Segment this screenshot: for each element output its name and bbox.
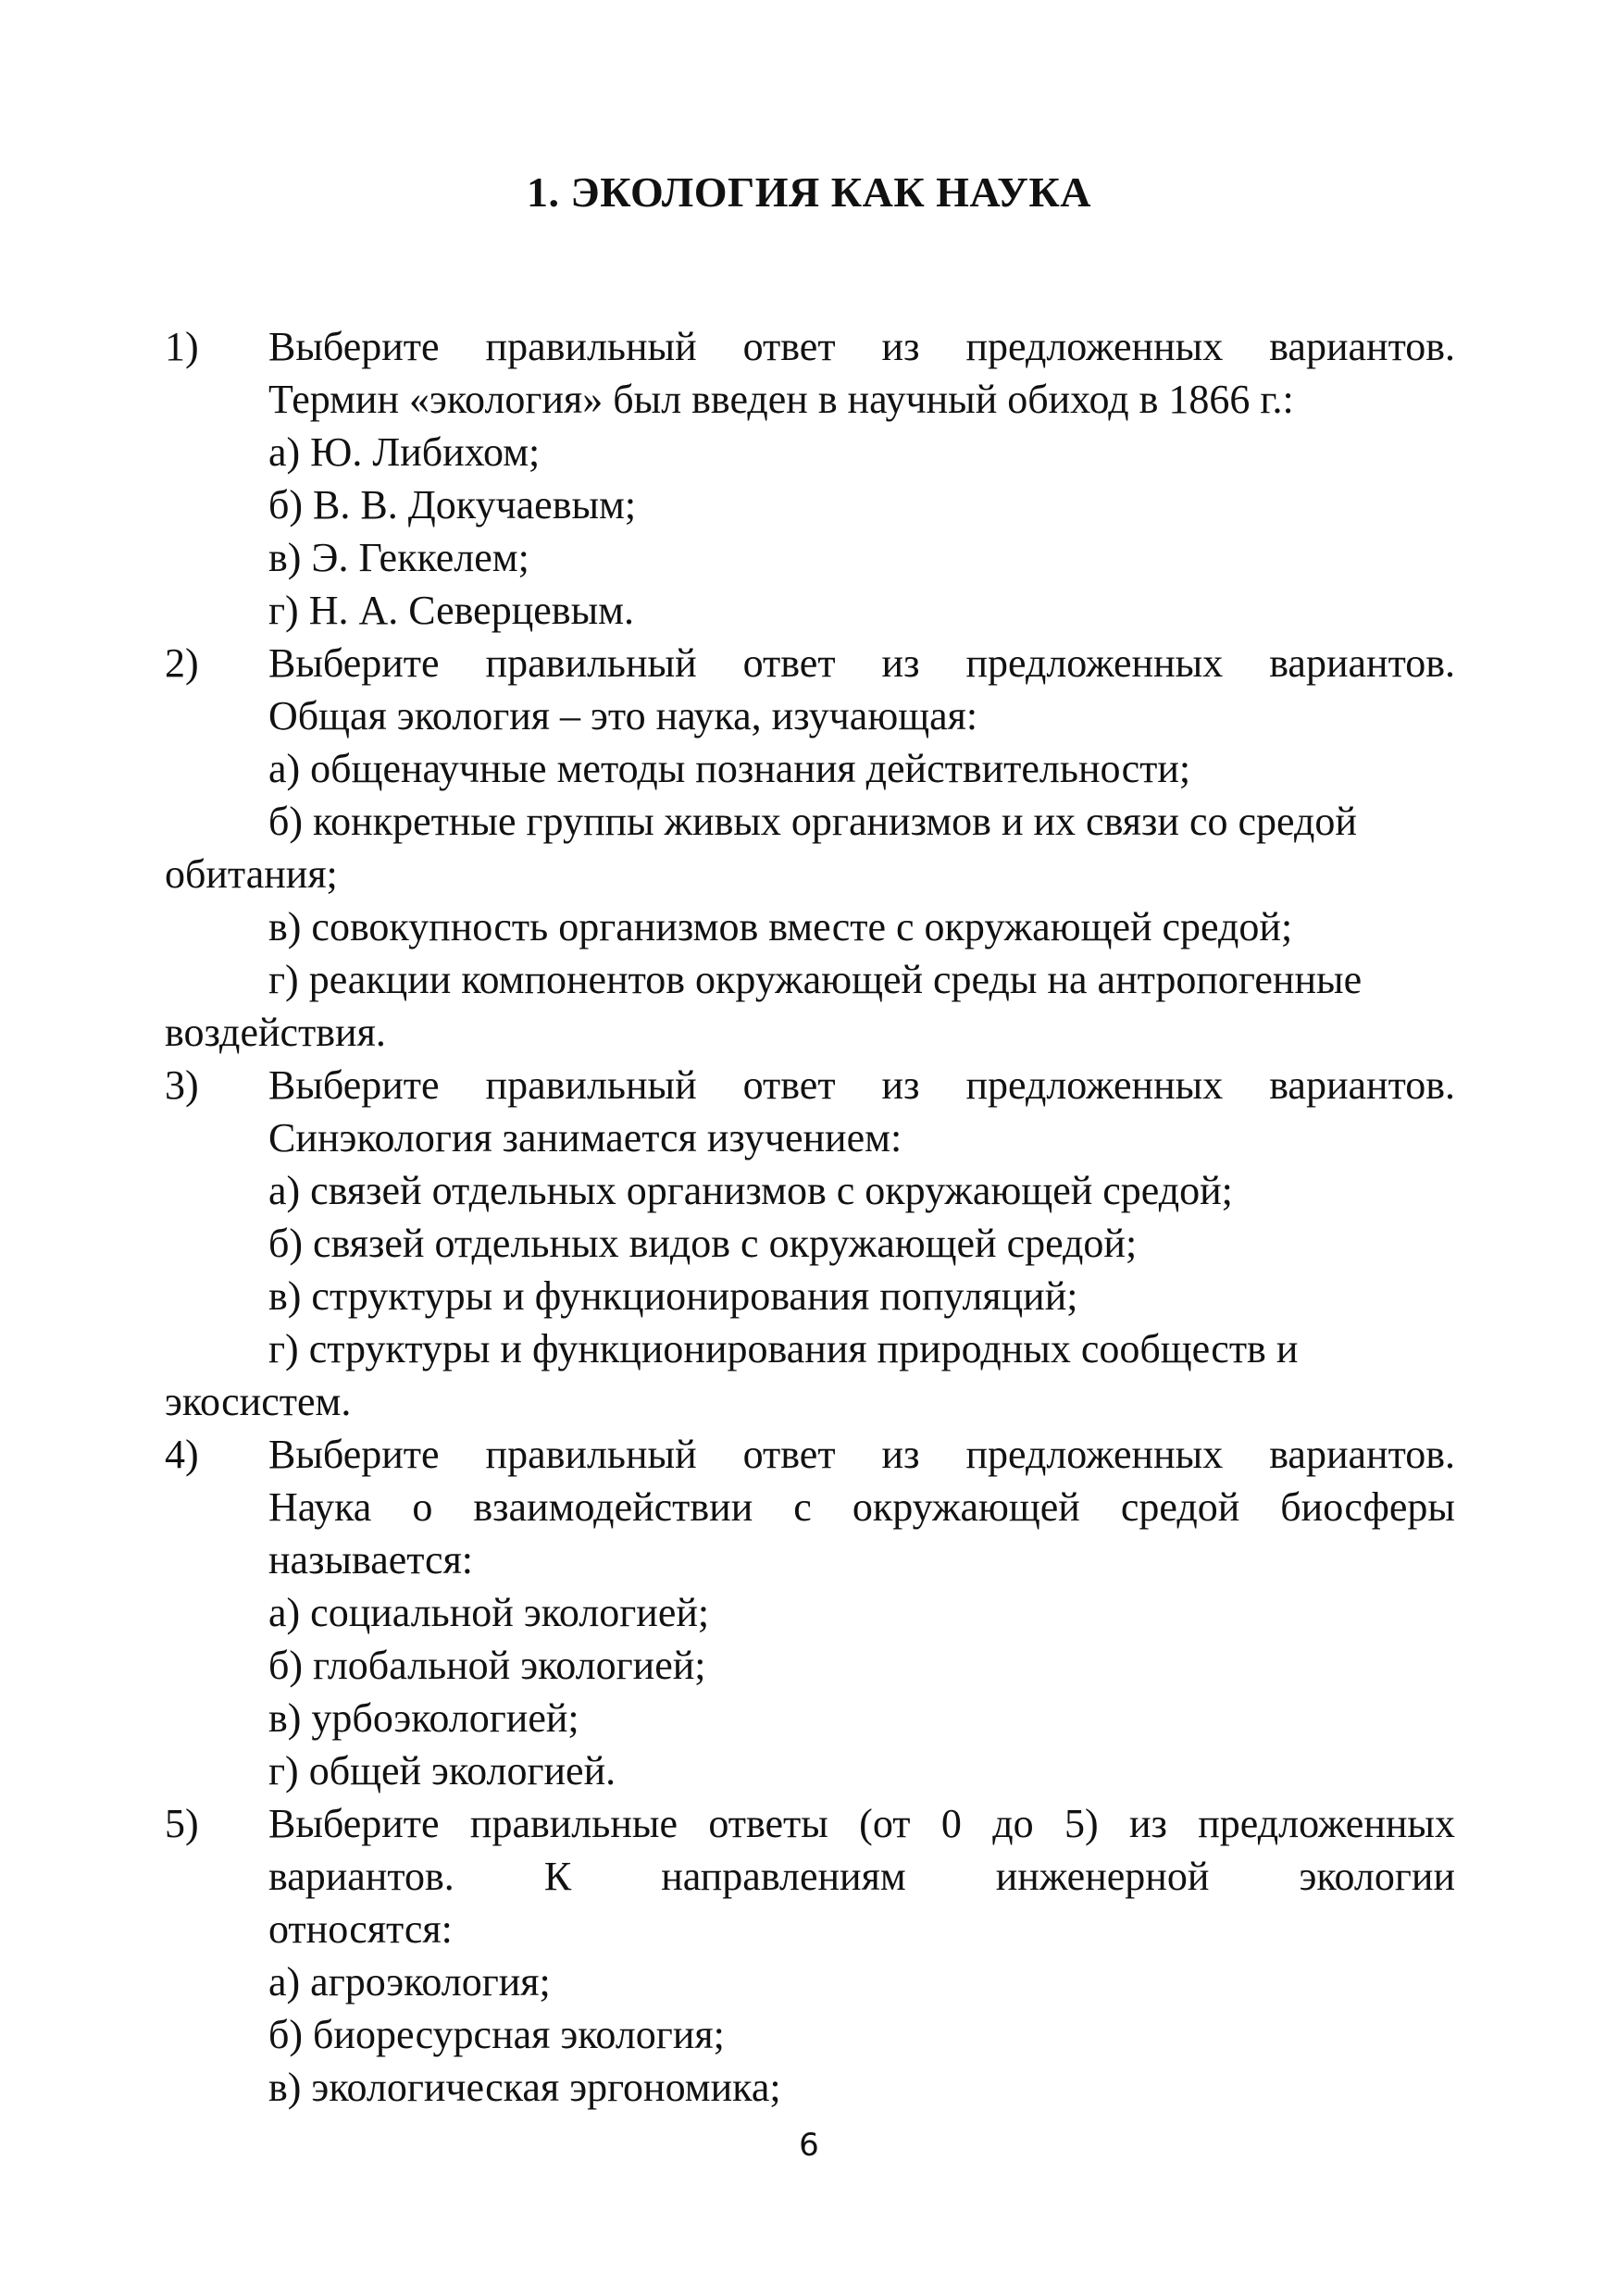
question-text-line: Общая экология – это наука, изучающая: <box>268 693 978 738</box>
answer-option-a: а) общенаучные методы познания действительности; <box>268 746 1191 791</box>
question-text-line: Выберите правильный ответ из предложенных вариантов. <box>268 324 1455 369</box>
answer-option-b: б) биоресурсная экология; <box>268 2012 725 2057</box>
question-2 <box>165 637 1455 1059</box>
question-text-line: вариантов. К направлениям инженерной экологии <box>268 1854 1455 1899</box>
question-text-line: Выберите правильный ответ из предложенных вариантов. <box>268 1062 1455 1108</box>
answer-option-a: а) агроэкология; <box>268 1959 551 2004</box>
question-text-line: Синэкология занимается изучением: <box>268 1115 902 1160</box>
answer-option-b: б) связей отдельных видов с окружающей средой; <box>268 1221 1138 1266</box>
answer-option-v: в) совокупность организмов вместе с окружающей средой; <box>268 904 1293 949</box>
answer-option-a: а) связей отдельных организмов с окружающей средой; <box>268 1168 1233 1213</box>
answer-option-b: б) конкретные группы живых организмов и их связи со средой обитания; <box>165 799 1357 897</box>
question-text-line: называется: <box>268 1537 474 1582</box>
question-list <box>165 320 1455 2114</box>
answer-option-b: б) В. В. Докучаевым; <box>268 482 637 527</box>
answer-option-b: б) глобальной экологией; <box>268 1643 706 1688</box>
question-text-line: Наука о взаимодействии с окружающей средой биосферы <box>268 1484 1455 1530</box>
answer-option-g: г) реакции компонентов окружающей среды на антропогенные воздействия. <box>165 957 1363 1055</box>
question-text-line: Термин «экология» был введен в научный обиход в 1866 г.: <box>268 377 1294 422</box>
question-5 <box>165 1797 1455 2114</box>
question-number: 2) <box>165 640 199 686</box>
page-number: 6 <box>799 2127 819 2164</box>
question-number: 4) <box>165 1432 199 1477</box>
answer-option-g: г) структуры и функционирования природных сообществ и экосистем. <box>165 1326 1299 1424</box>
answer-option-v: в) Э. Геккелем; <box>268 535 529 580</box>
answer-option-v: в) урбоэкологией; <box>268 1695 579 1741</box>
question-text-line: Выберите правильный ответ из предложенных вариантов. <box>268 1432 1455 1477</box>
question-number: 5) <box>165 1801 199 1846</box>
question-text-line: Выберите правильный ответ из предложенных вариантов. <box>268 640 1455 686</box>
answer-option-g: г) Н. А. Северцевым. <box>268 588 634 633</box>
question-text-line: относятся: <box>268 1906 453 1952</box>
question-4 <box>165 1428 1455 1797</box>
answer-option-a: а) Ю. Либихом; <box>268 429 541 475</box>
question-text-line: Выберите правильные ответы (от 0 до 5) из предложенных <box>268 1801 1455 1846</box>
question-number: 3) <box>165 1062 199 1108</box>
answer-option-v: в) экологическая эргономика; <box>268 2065 781 2110</box>
answer-option-g: г) общей экологией. <box>268 1748 616 1793</box>
question-1 <box>165 320 1455 637</box>
question-3 <box>165 1059 1455 1428</box>
answer-option-a: а) социальной экологией; <box>268 1590 710 1635</box>
question-number: 1) <box>165 324 199 369</box>
page-title: 1. ЭКОЛОГИЯ КАК НАУКА <box>527 168 1091 216</box>
answer-option-v: в) структуры и функционирования популяций; <box>268 1273 1078 1319</box>
